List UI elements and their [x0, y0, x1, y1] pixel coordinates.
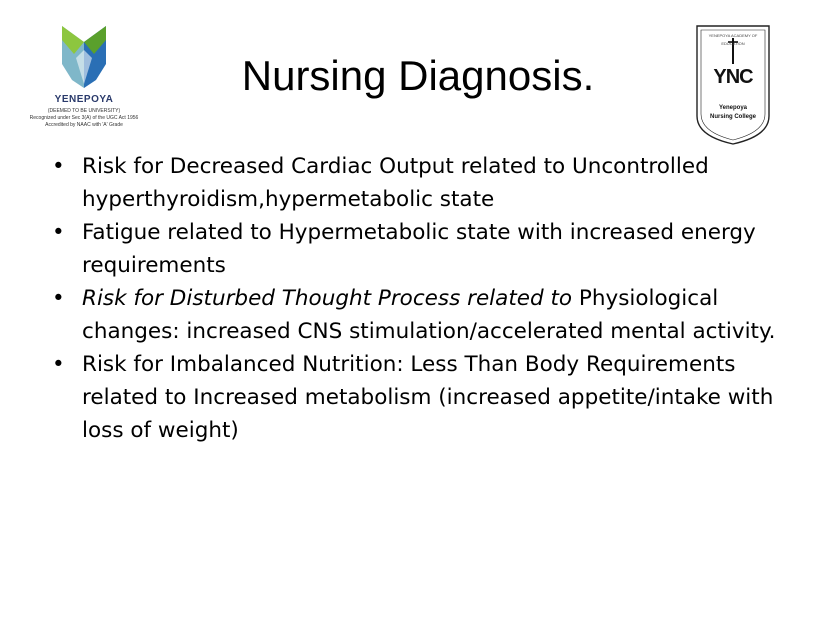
diagnosis-list — [52, 150, 792, 447]
bullet-icon: • — [52, 352, 65, 377]
logo-left-line2: Accredited by NAAC with 'A' Grade — [45, 122, 123, 128]
slide-title: Nursing Diagnosis. — [241, 52, 595, 99]
bullet-text: Physiological changes: increased CNS stimulation/accelerated mental activity. — [82, 286, 776, 344]
logo-right-monogram: YNC — [713, 66, 753, 88]
logo-right-top-text: YENEPOYA ACADEMY OF EDUCATION — [708, 33, 758, 46]
logo-left-subtitle: (DEEMED TO BE UNIVERSITY) — [47, 108, 121, 114]
bullet-text: Risk for Imbalanced Nutrition: Less Than Body Requirements related to Increased metabolism (increased appetite/intake with loss of weight) — [82, 352, 774, 443]
logo-left-line1: Recognized under Sec 3(A) of the UGC Act 1956 — [29, 115, 139, 121]
bullet-text: Risk for Decreased Cardiac Output related to Uncontrolled hyperthyroidism,hypermetabolic state — [82, 154, 709, 212]
bullet-icon: • — [52, 220, 65, 245]
bullet-icon: • — [52, 286, 65, 311]
list-item — [52, 282, 792, 348]
list-item — [52, 216, 792, 282]
list-item — [52, 348, 792, 447]
bullet-text: Fatigue related to Hypermetabolic state with increased energy requirements — [82, 220, 756, 278]
bullet-italic-text: Risk for Disturbed Thought Process related to — [82, 286, 579, 311]
bullet-icon: • — [52, 154, 65, 179]
logo-right-name-line1: Yenepoya — [718, 105, 747, 111]
logo-right-name-line2: Nursing College — [709, 114, 756, 120]
logo-left-name: YENEPOYA — [54, 94, 114, 105]
list-item — [52, 150, 792, 216]
